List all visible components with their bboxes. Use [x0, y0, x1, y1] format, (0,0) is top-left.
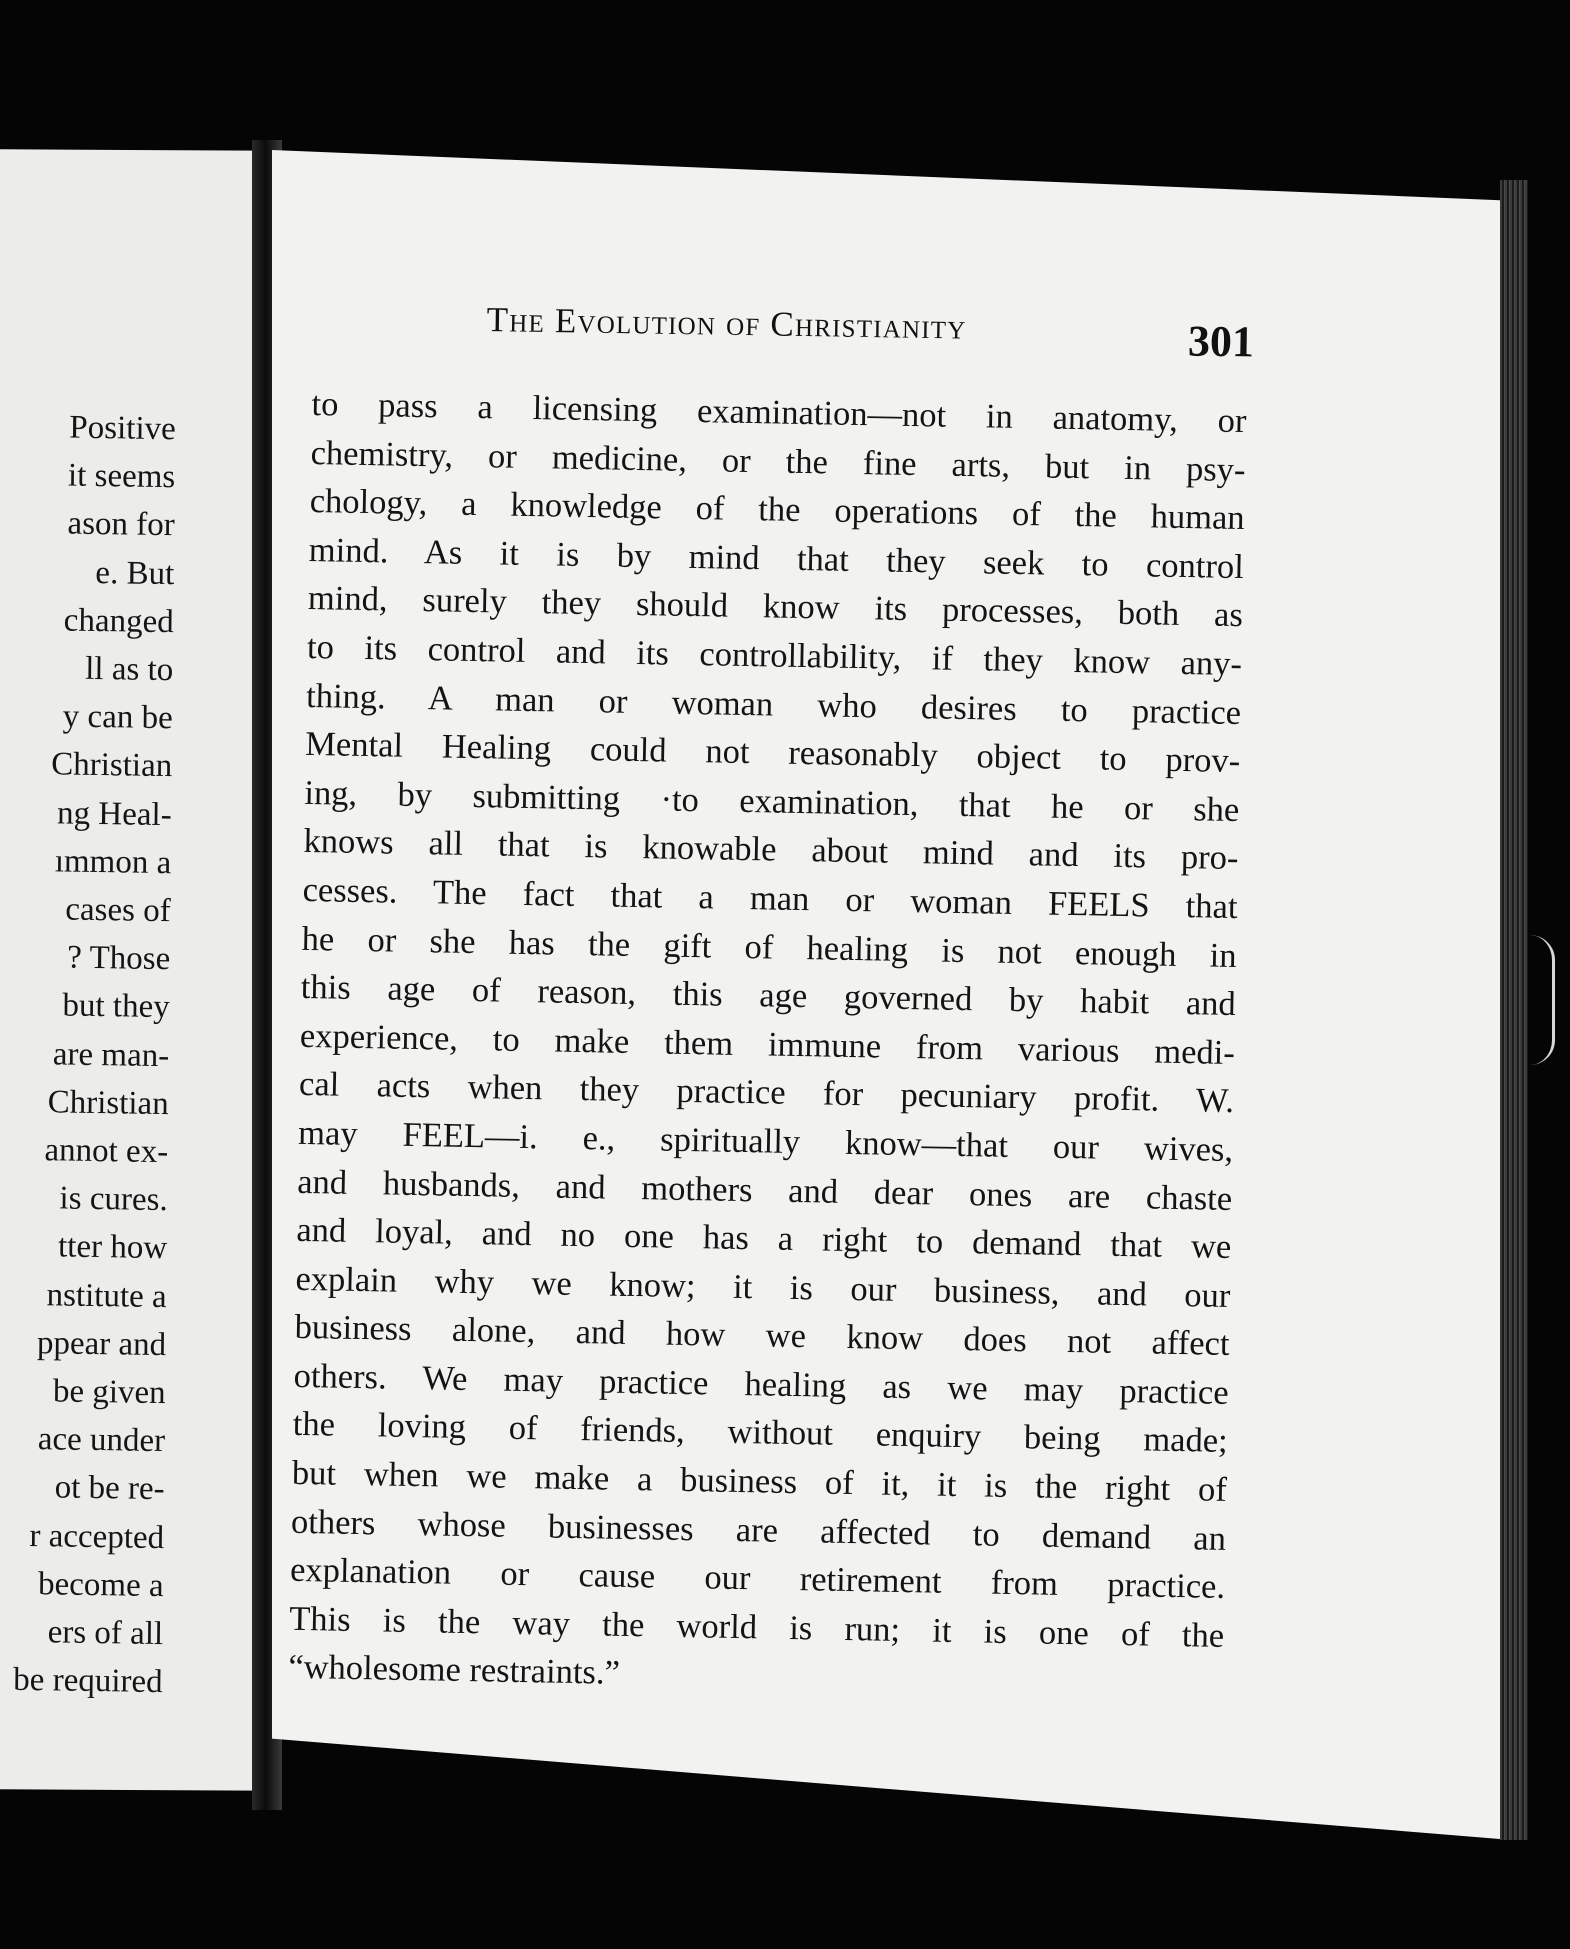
- left-line: e. But: [95, 554, 175, 592]
- left-line: nstitute a: [46, 1276, 167, 1315]
- left-line: tter how: [57, 1228, 168, 1267]
- running-head: The Evolution of Christianity: [486, 300, 967, 347]
- text-line: “wholesome restraints.”: [288, 1648, 621, 1693]
- text-line: and loyal, and no one has a right to demand that we: [296, 1210, 1232, 1267]
- left-line: ng Heal-: [56, 795, 172, 833]
- left-line: ers of all: [47, 1614, 164, 1653]
- left-line: ason for: [67, 505, 175, 544]
- text-line: mind, surely they should know its processes, both as: [307, 579, 1244, 635]
- page-number: 301: [1187, 316, 1255, 367]
- left-page: [0, 149, 268, 1790]
- left-line: be required: [13, 1662, 163, 1701]
- left-line: become a: [37, 1565, 164, 1604]
- text-line: Mental Healing could not reasonably object to prov-: [304, 725, 1241, 781]
- text-line: he or she has the gift of healing is not enough in: [301, 919, 1237, 975]
- left-line: y can be: [62, 698, 173, 737]
- left-line: it seems: [67, 457, 176, 496]
- left-line: cases of: [65, 891, 171, 930]
- binding-clasp: [1530, 935, 1555, 1065]
- left-line: ll as to: [85, 650, 174, 689]
- body-text: [288, 380, 1247, 1709]
- left-line: Christian: [51, 746, 173, 785]
- text-line: to its control and its controllability, if they know any-: [306, 627, 1243, 684]
- text-line: knows all that is knowable about mind and its pro-: [303, 822, 1239, 878]
- left-line: r accepted: [29, 1517, 165, 1556]
- text-line: may FEEL—i. e., spiritually know—that our wives,: [297, 1113, 1234, 1169]
- text-line: but when we make a business of it, it is the right of: [291, 1453, 1228, 1510]
- text-line: and husbands, and mothers and dear ones are chaste: [296, 1162, 1233, 1218]
- left-line: annot ex-: [44, 1132, 169, 1171]
- left-line: ot be re-: [54, 1469, 165, 1508]
- left-page-text: [0, 399, 176, 1707]
- text-line: cal acts when they practice for pecuniary profit. W.: [298, 1065, 1235, 1121]
- left-line: ppear and: [36, 1324, 167, 1363]
- left-line: changed: [63, 602, 174, 641]
- left-line: Positive: [69, 409, 176, 448]
- text-line: chemistry, or medicine, or the fine arts, but in psy-: [310, 433, 1246, 489]
- text-line: experience, to make them immune from various medi-: [299, 1016, 1236, 1072]
- text-line: others whose businesses are affected to demand an: [290, 1502, 1227, 1558]
- page-edge-stack: [1500, 180, 1528, 1840]
- text-line: mind. As it is by mind that they seek to control: [308, 530, 1245, 586]
- left-line: but they: [62, 987, 170, 1026]
- left-line: ace under: [37, 1421, 166, 1460]
- text-line: others. We may practice healing as we may practice: [293, 1356, 1229, 1412]
- text-line: this age of reason, this age governed by habit and: [300, 968, 1237, 1024]
- left-line: are man-: [52, 1035, 170, 1074]
- text-line: business alone, and how we know does not affect: [294, 1308, 1230, 1364]
- left-line: Christian: [47, 1084, 169, 1122]
- left-line: be given: [52, 1373, 166, 1412]
- text-line: thing. A man or woman who desires to practice: [305, 676, 1242, 732]
- text-line: the loving of friends, without enquiry being made;: [292, 1405, 1229, 1461]
- text-line: explain why we know; it is our business, and our: [295, 1259, 1231, 1315]
- text-line: explanation or cause our retirement from practice.: [289, 1551, 1226, 1607]
- left-line: ımmon a: [54, 843, 172, 881]
- text-line: chology, a knowledge of the operations of the human: [309, 482, 1245, 538]
- text-line: cesses. The fact that a man or woman FEELS that: [302, 870, 1238, 926]
- text-line: This is the way the world is run; it is one of the: [288, 1599, 1225, 1655]
- text-line: ing, by submitting ·to examination, that he or she: [304, 773, 1240, 829]
- left-line: ? Those: [67, 939, 171, 978]
- left-line: is cures.: [59, 1180, 168, 1219]
- text-line: to pass a licensing examination—not in anatomy, or: [311, 384, 1247, 441]
